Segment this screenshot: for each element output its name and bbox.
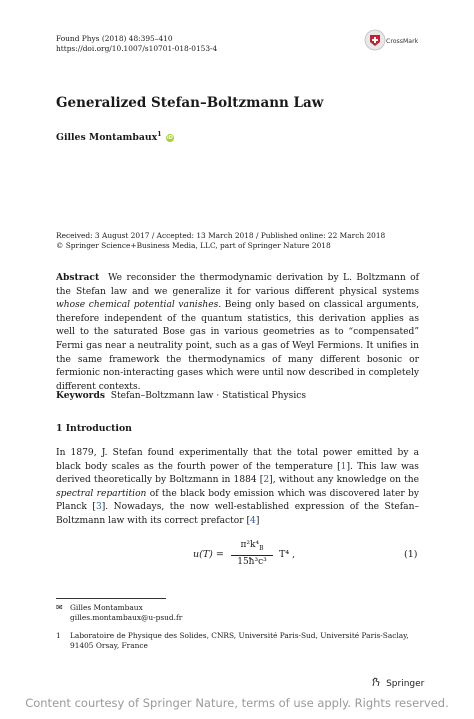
contact-email[interactable]: gilles.montambaux@u-psud.fr <box>70 612 183 622</box>
intro-paragraph <box>56 447 419 529</box>
crossmark-icon <box>364 29 386 51</box>
abstract <box>56 271 419 394</box>
contact-name: Gilles Montambaux <box>70 603 143 612</box>
intro-text-6: ] <box>255 515 260 526</box>
intro-text-4: of the black body emission which was discovered later by Planck [ <box>56 488 419 513</box>
intro-text-italic: spectral repartition <box>56 488 147 499</box>
springer-horse-icon <box>371 677 381 687</box>
envelope-icon: ✉ <box>56 603 63 612</box>
springer-label: Springer <box>386 679 425 689</box>
equation-fraction <box>231 540 273 568</box>
author-affiliation-marker: 1 <box>157 130 162 138</box>
keywords-text: Stefan–Boltzmann law · Statistical Physics <box>110 391 306 401</box>
intro-text-5: ]. Nowadays, the now well-established expression of the Stefan–Boltzmann law with its correct prefactor [ <box>56 502 420 526</box>
citation-link[interactable]: 2 <box>263 475 270 486</box>
springer-logo <box>371 671 424 690</box>
affiliation <box>70 631 430 651</box>
equation-lhs: u(T) = <box>193 549 224 560</box>
footnote-rule <box>56 598 166 599</box>
keywords-label: Keywords <box>56 390 105 401</box>
orcid-icon[interactable]: iD <box>167 134 173 141</box>
author-name[interactable]: Gilles Montambaux <box>56 132 158 144</box>
citation-link[interactable]: 3 <box>95 502 102 513</box>
crossmark-badge[interactable] <box>364 27 424 57</box>
copyright-line: © Springer Science+Business Media, LLC, part of Springer Nature 2018 <box>56 240 331 250</box>
equation-number: (1) <box>404 549 418 560</box>
abstract-text-2: . Being only based on classical arguments, therefore independent of the quantum statistics, this derivation applies as well to the saturated Bose gas in various geometries as to “compensated” Fermi gas near a neutrality point, such as a gas of Weyl Fermions. It unifies in the same framework the thermodynamics of many different bosonic or fermionic non-interacting gases which were until now described in completely different contexts. <box>56 300 419 392</box>
affiliation-line-2: 91405 Orsay, France <box>70 640 148 650</box>
paper-title: Generalized Stefan–Boltzmann Law <box>56 95 324 111</box>
crossmark-label: CrossMark <box>386 38 419 45</box>
equation-numerator: $\pi^2k^4_B$ <box>240 540 264 552</box>
equation-1 <box>193 540 423 570</box>
author-line <box>56 130 174 143</box>
publication-dates <box>56 231 426 250</box>
intro-text-3: ], without any knowledge on the <box>269 475 419 486</box>
dates-line: Received: 3 August 2017 / Accepted: 13 March 2018 / Published online: 22 March 2018 <box>56 231 386 240</box>
abstract-label: Abstract <box>56 272 100 283</box>
section-heading: 1 Introduction <box>56 423 132 434</box>
keywords <box>56 389 419 404</box>
journal-citation <box>56 34 217 53</box>
abstract-text-italic: whose chemical potential vanishes <box>56 300 219 311</box>
contact-details <box>70 603 182 623</box>
equation-rhs: T⁴ , <box>279 549 296 560</box>
citation-link[interactable]: 4 <box>250 515 256 526</box>
affiliation-marker: 1 <box>56 631 61 640</box>
journal-line: Found Phys (2018) 48:395–410 <box>56 34 173 43</box>
doi-link[interactable]: https://doi.org/10.1007/s10701-018-0153-4 <box>56 43 218 53</box>
abstract-text-1: We reconsider the thermodynamic derivation by L. Boltzmann of the Stefan law and we generalize it for various different physical systems <box>56 273 419 297</box>
intro-text-2: ]. This law was derived theoretically by Boltzmann in 1884 [ <box>56 461 419 486</box>
contact-footnote <box>56 603 63 613</box>
affiliation-line-1: Laboratoire de Physique des Solides, CNRS, Université Paris-Sud, Université Paris-Saclay, <box>70 631 409 640</box>
citation-link[interactable]: 1 <box>340 461 347 472</box>
intro-text-1: In 1879, J. Stefan found experimentally that the total power emitted by a black body scales as the fourth power of the temperature [ <box>56 448 419 472</box>
equation-denominator: 15ħ³c³ <box>237 556 267 567</box>
courtesy-notice: Content courtesy of Springer Nature, terms of use apply. Rights reserved. <box>25 696 449 710</box>
